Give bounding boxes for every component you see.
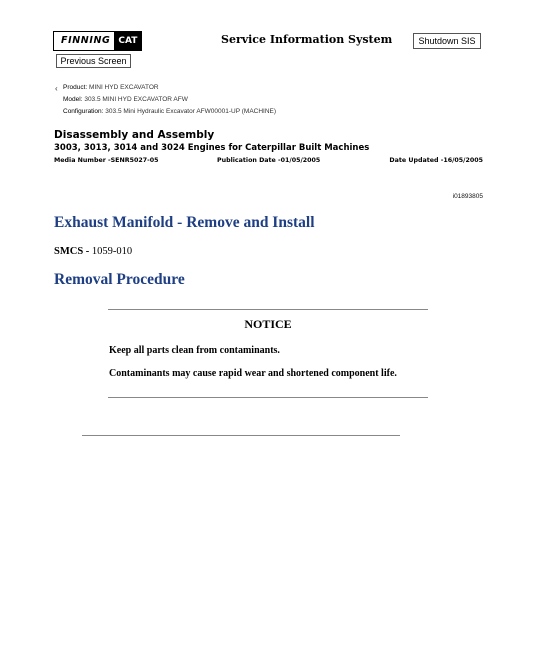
smcs-value: 1059-010 — [91, 246, 133, 257]
notice-line-2: Contaminants may cause rapid wear and shortened component life. — [109, 368, 397, 379]
configuration-value: 303.5 Mini Hydraulic Excavator AFW00001-UP (MACHINE) — [105, 108, 277, 115]
document-subtitle: 3003, 3013, 3014 and 3024 Engines for Caterpillar Built Machines — [54, 143, 370, 153]
finning-cat-logo — [53, 31, 142, 51]
smcs-label: SMCS - — [54, 246, 90, 257]
date-updated: Date Updated -16/05/2005 — [389, 157, 483, 164]
section-heading-main: Exhaust Manifold - Remove and Install — [54, 214, 315, 231]
reference-id: i01893805 — [452, 193, 483, 200]
model-info — [63, 96, 188, 103]
notice-title: NOTICE — [244, 317, 292, 331]
media-number: Media Number -SENR5027-05 — [54, 157, 159, 164]
configuration-key: Configuration: — [63, 108, 104, 115]
smcs-code — [54, 246, 132, 257]
section-end-rule — [82, 435, 400, 436]
model-value: 303.5 MINI HYD EXCAVATOR AFW — [84, 96, 188, 103]
logo-finning-text: FINNING — [61, 35, 111, 46]
section-heading-removal: Removal Procedure — [54, 271, 185, 288]
product-info — [63, 84, 159, 91]
product-key: Product: — [63, 84, 88, 91]
notice-bottom-rule — [108, 397, 428, 398]
configuration-info — [63, 108, 276, 115]
document-title: Disassembly and Assembly — [54, 129, 215, 141]
logo-cat-text: CAT — [114, 32, 141, 50]
shutdown-sis-button[interactable]: Shutdown SIS — [413, 33, 481, 49]
chevron-left-icon[interactable]: ‹ — [55, 84, 58, 93]
notice-line-1: Keep all parts clean from contaminants. — [109, 345, 280, 356]
previous-screen-button[interactable]: Previous Screen — [56, 54, 131, 68]
product-value: MINI HYD EXCAVATOR — [89, 84, 159, 91]
publication-date: Publication Date -01/05/2005 — [217, 157, 321, 164]
notice-top-rule — [108, 309, 428, 310]
model-key: Model: — [63, 96, 83, 103]
page-title: Service Information System — [221, 33, 393, 46]
